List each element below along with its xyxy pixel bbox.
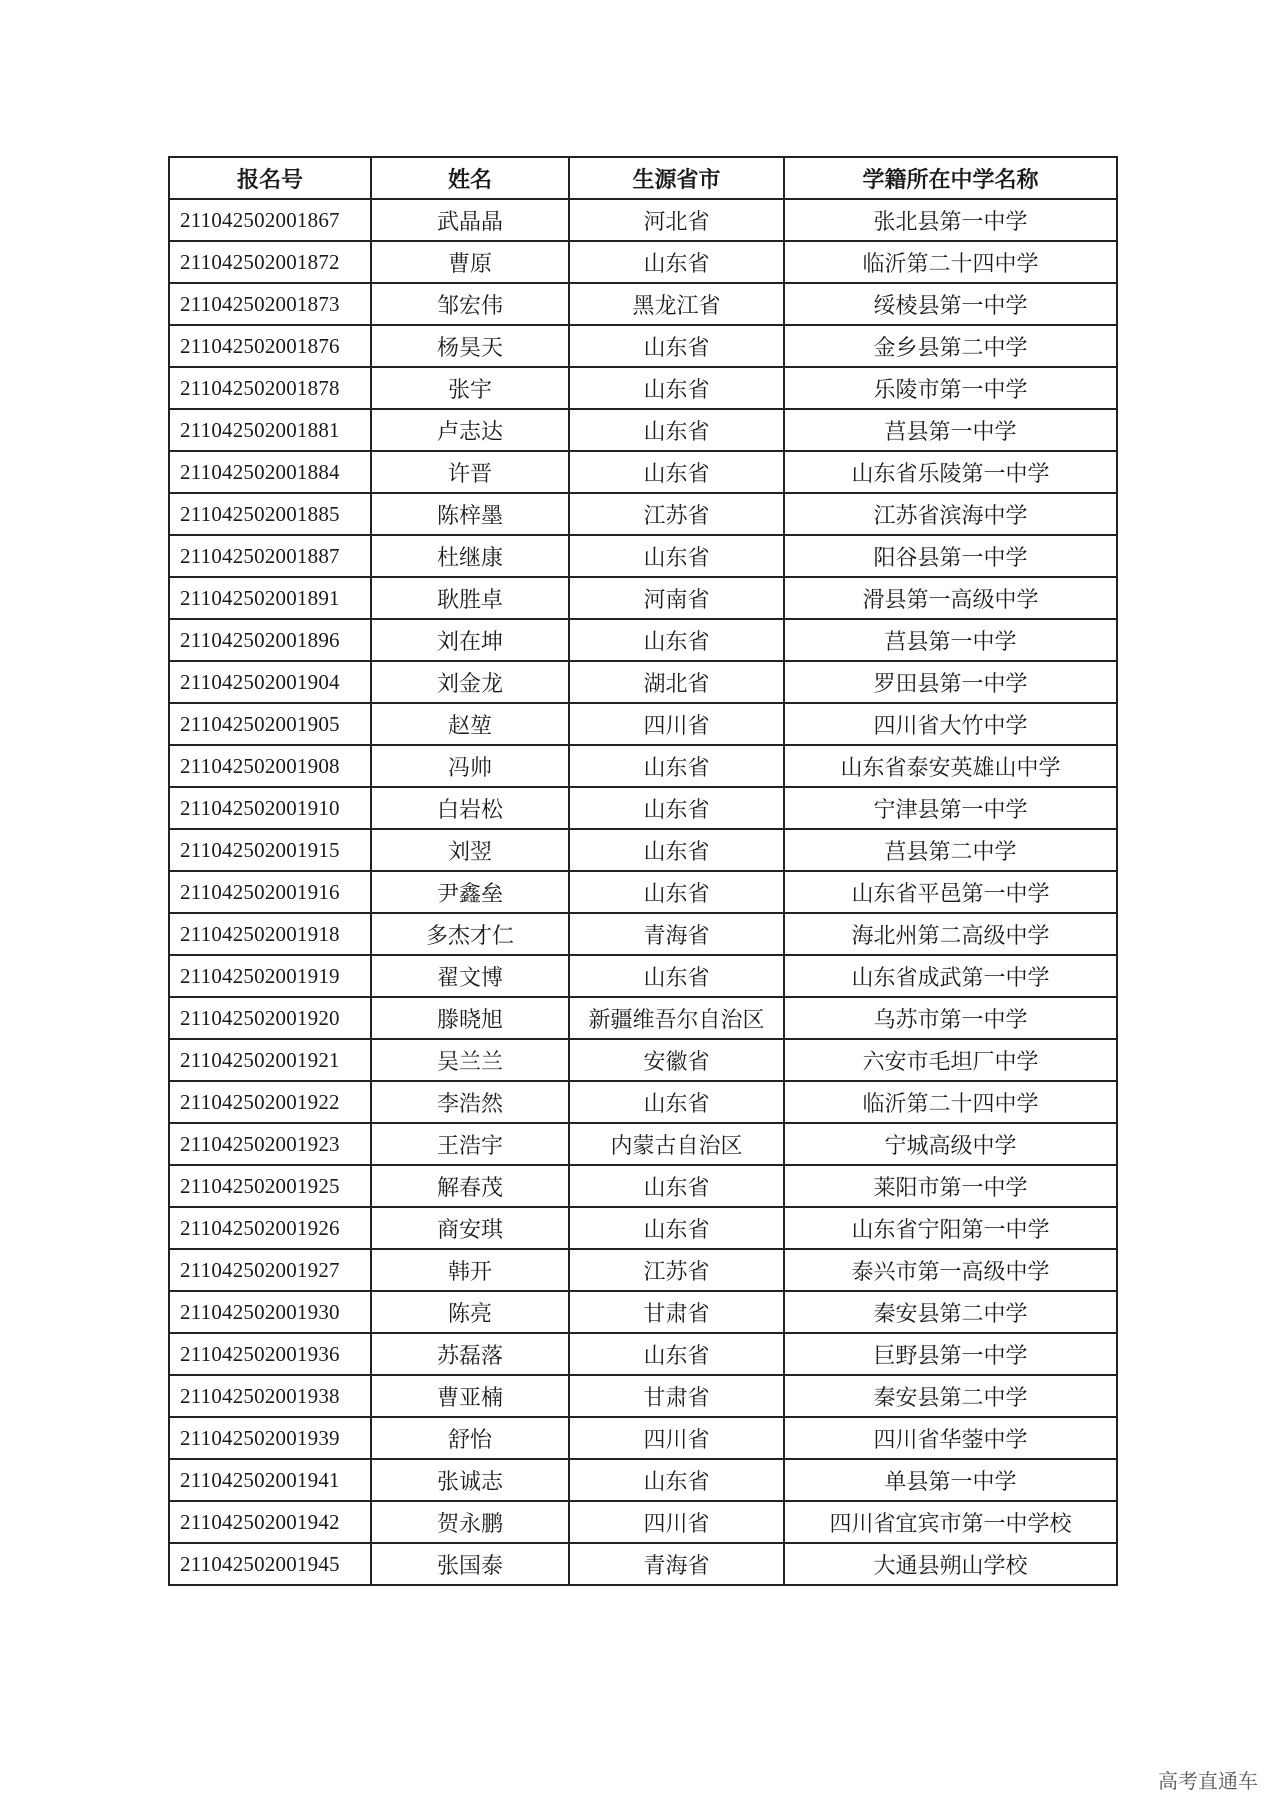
cell-registration-number: 211042502001916 — [169, 871, 371, 913]
cell-school-name: 罗田县第一中学 — [784, 661, 1117, 703]
cell-source-province: 山东省 — [569, 325, 784, 367]
cell-registration-number: 211042502001927 — [169, 1249, 371, 1291]
table-row — [169, 1375, 1117, 1417]
cell-registration-number: 211042502001891 — [169, 577, 371, 619]
cell-source-province: 湖北省 — [569, 661, 784, 703]
cell-registration-number: 211042502001941 — [169, 1459, 371, 1501]
cell-source-province: 江苏省 — [569, 493, 784, 535]
cell-name: 赵堃 — [371, 703, 569, 745]
cell-registration-number: 211042502001904 — [169, 661, 371, 703]
cell-source-province: 山东省 — [569, 619, 784, 661]
cell-school-name: 滑县第一高级中学 — [784, 577, 1117, 619]
cell-name: 杨昊天 — [371, 325, 569, 367]
cell-source-province: 四川省 — [569, 703, 784, 745]
cell-name: 多杰才仁 — [371, 913, 569, 955]
header-name: 姓名 — [371, 157, 569, 199]
cell-school-name: 阳谷县第一中学 — [784, 535, 1117, 577]
table-row — [169, 1291, 1117, 1333]
cell-school-name: 四川省华蓥中学 — [784, 1417, 1117, 1459]
cell-name: 耿胜卓 — [371, 577, 569, 619]
cell-school-name: 山东省宁阳第一中学 — [784, 1207, 1117, 1249]
cell-source-province: 山东省 — [569, 409, 784, 451]
cell-registration-number: 211042502001910 — [169, 787, 371, 829]
cell-source-province: 江苏省 — [569, 1249, 784, 1291]
table-row — [169, 325, 1117, 367]
table-row — [169, 1417, 1117, 1459]
cell-school-name: 莱阳市第一中学 — [784, 1165, 1117, 1207]
cell-registration-number: 211042502001923 — [169, 1123, 371, 1165]
cell-registration-number: 211042502001887 — [169, 535, 371, 577]
cell-name: 曹原 — [371, 241, 569, 283]
cell-source-province: 四川省 — [569, 1417, 784, 1459]
table-row — [169, 1333, 1117, 1375]
cell-name: 曹亚楠 — [371, 1375, 569, 1417]
cell-source-province: 山东省 — [569, 1081, 784, 1123]
cell-school-name: 秦安县第二中学 — [784, 1375, 1117, 1417]
cell-registration-number: 211042502001876 — [169, 325, 371, 367]
cell-registration-number: 211042502001908 — [169, 745, 371, 787]
cell-registration-number: 211042502001885 — [169, 493, 371, 535]
cell-registration-number: 211042502001939 — [169, 1417, 371, 1459]
cell-name: 刘金龙 — [371, 661, 569, 703]
cell-source-province: 青海省 — [569, 913, 784, 955]
header-row — [169, 157, 1117, 199]
cell-source-province: 山东省 — [569, 787, 784, 829]
cell-school-name: 山东省泰安英雄山中学 — [784, 745, 1117, 787]
cell-name: 刘翌 — [371, 829, 569, 871]
table-row — [169, 997, 1117, 1039]
table-row — [169, 1501, 1117, 1543]
cell-source-province: 山东省 — [569, 241, 784, 283]
cell-school-name: 莒县第一中学 — [784, 409, 1117, 451]
cell-school-name: 江苏省滨海中学 — [784, 493, 1117, 535]
table-row — [169, 829, 1117, 871]
table-row — [169, 955, 1117, 997]
cell-source-province: 甘肃省 — [569, 1291, 784, 1333]
cell-source-province: 山东省 — [569, 955, 784, 997]
cell-source-province: 内蒙古自治区 — [569, 1123, 784, 1165]
header-source-province: 生源省市 — [569, 157, 784, 199]
cell-registration-number: 211042502001938 — [169, 1375, 371, 1417]
cell-source-province: 甘肃省 — [569, 1375, 784, 1417]
cell-school-name: 莒县第一中学 — [784, 619, 1117, 661]
table-row — [169, 619, 1117, 661]
cell-school-name: 秦安县第二中学 — [784, 1291, 1117, 1333]
cell-school-name: 山东省成武第一中学 — [784, 955, 1117, 997]
cell-school-name: 宁城高级中学 — [784, 1123, 1117, 1165]
cell-school-name: 六安市毛坦厂中学 — [784, 1039, 1117, 1081]
cell-name: 舒怡 — [371, 1417, 569, 1459]
table-row — [169, 1039, 1117, 1081]
table-header — [169, 157, 1117, 199]
header-registration-number: 报名号 — [169, 157, 371, 199]
cell-name: 解春茂 — [371, 1165, 569, 1207]
cell-registration-number: 211042502001926 — [169, 1207, 371, 1249]
table-row — [169, 1081, 1117, 1123]
cell-registration-number: 211042502001881 — [169, 409, 371, 451]
table-row — [169, 1123, 1117, 1165]
cell-school-name: 宁津县第一中学 — [784, 787, 1117, 829]
cell-school-name: 四川省大竹中学 — [784, 703, 1117, 745]
cell-registration-number: 211042502001873 — [169, 283, 371, 325]
watermark-text: 高考直通车 — [1158, 1769, 1258, 1793]
cell-name: 杜继康 — [371, 535, 569, 577]
table-row — [169, 241, 1117, 283]
cell-school-name: 临沂第二十四中学 — [784, 241, 1117, 283]
cell-source-province: 新疆维吾尔自治区 — [569, 997, 784, 1039]
cell-source-province: 山东省 — [569, 367, 784, 409]
cell-registration-number: 211042502001920 — [169, 997, 371, 1039]
table-row — [169, 199, 1117, 241]
cell-school-name: 单县第一中学 — [784, 1459, 1117, 1501]
cell-name: 苏磊落 — [371, 1333, 569, 1375]
table-row — [169, 1459, 1117, 1501]
table-row — [169, 283, 1117, 325]
table-body — [169, 199, 1117, 1585]
table-row — [169, 577, 1117, 619]
cell-school-name: 山东省平邑第一中学 — [784, 871, 1117, 913]
cell-name: 张诚志 — [371, 1459, 569, 1501]
cell-registration-number: 211042502001896 — [169, 619, 371, 661]
table-row — [169, 871, 1117, 913]
cell-registration-number: 211042502001919 — [169, 955, 371, 997]
cell-source-province: 山东省 — [569, 1165, 784, 1207]
cell-name: 刘在坤 — [371, 619, 569, 661]
cell-source-province: 河南省 — [569, 577, 784, 619]
cell-school-name: 乐陵市第一中学 — [784, 367, 1117, 409]
cell-school-name: 海北州第二高级中学 — [784, 913, 1117, 955]
cell-name: 滕晓旭 — [371, 997, 569, 1039]
cell-school-name: 四川省宜宾市第一中学校 — [784, 1501, 1117, 1543]
cell-school-name: 大通县朔山学校 — [784, 1543, 1117, 1585]
cell-registration-number: 211042502001905 — [169, 703, 371, 745]
cell-source-province: 山东省 — [569, 535, 784, 577]
table-row — [169, 1165, 1117, 1207]
cell-source-province: 山东省 — [569, 1459, 784, 1501]
cell-school-name: 绥棱县第一中学 — [784, 283, 1117, 325]
cell-source-province: 山东省 — [569, 451, 784, 493]
cell-name: 陈亮 — [371, 1291, 569, 1333]
cell-name: 武晶晶 — [371, 199, 569, 241]
cell-registration-number: 211042502001922 — [169, 1081, 371, 1123]
cell-name: 卢志达 — [371, 409, 569, 451]
cell-source-province: 山东省 — [569, 745, 784, 787]
cell-registration-number: 211042502001942 — [169, 1501, 371, 1543]
admission-roster-table — [168, 156, 1118, 1586]
cell-school-name: 莒县第二中学 — [784, 829, 1117, 871]
cell-name: 翟文博 — [371, 955, 569, 997]
cell-school-name: 山东省乐陵第一中学 — [784, 451, 1117, 493]
cell-registration-number: 211042502001930 — [169, 1291, 371, 1333]
header-school-name: 学籍所在中学名称 — [784, 157, 1117, 199]
cell-name: 韩开 — [371, 1249, 569, 1291]
cell-name: 尹鑫垒 — [371, 871, 569, 913]
cell-source-province: 河北省 — [569, 199, 784, 241]
table-row — [169, 1249, 1117, 1291]
cell-name: 贺永鹏 — [371, 1501, 569, 1543]
table-row — [169, 1543, 1117, 1585]
cell-registration-number: 211042502001872 — [169, 241, 371, 283]
table-row — [169, 745, 1117, 787]
cell-registration-number: 211042502001925 — [169, 1165, 371, 1207]
table-row — [169, 1207, 1117, 1249]
cell-name: 王浩宇 — [371, 1123, 569, 1165]
table-row — [169, 703, 1117, 745]
table-row — [169, 409, 1117, 451]
table-row — [169, 535, 1117, 577]
cell-source-province: 安徽省 — [569, 1039, 784, 1081]
cell-registration-number: 211042502001921 — [169, 1039, 371, 1081]
table-row — [169, 451, 1117, 493]
cell-source-province: 山东省 — [569, 1333, 784, 1375]
cell-name: 张宇 — [371, 367, 569, 409]
cell-name: 邹宏伟 — [371, 283, 569, 325]
cell-school-name: 巨野县第一中学 — [784, 1333, 1117, 1375]
cell-name: 商安琪 — [371, 1207, 569, 1249]
cell-name: 李浩然 — [371, 1081, 569, 1123]
cell-registration-number: 211042502001936 — [169, 1333, 371, 1375]
cell-registration-number: 211042502001867 — [169, 199, 371, 241]
cell-name: 张国泰 — [371, 1543, 569, 1585]
cell-name: 白岩松 — [371, 787, 569, 829]
cell-school-name: 乌苏市第一中学 — [784, 997, 1117, 1039]
cell-name: 许晋 — [371, 451, 569, 493]
cell-source-province: 山东省 — [569, 829, 784, 871]
cell-registration-number: 211042502001878 — [169, 367, 371, 409]
cell-source-province: 青海省 — [569, 1543, 784, 1585]
table-row — [169, 787, 1117, 829]
cell-registration-number: 211042502001918 — [169, 913, 371, 955]
cell-source-province: 四川省 — [569, 1501, 784, 1543]
table-row — [169, 493, 1117, 535]
cell-school-name: 张北县第一中学 — [784, 199, 1117, 241]
cell-source-province: 山东省 — [569, 871, 784, 913]
cell-source-province: 山东省 — [569, 1207, 784, 1249]
table-row — [169, 913, 1117, 955]
cell-registration-number: 211042502001945 — [169, 1543, 371, 1585]
cell-registration-number: 211042502001884 — [169, 451, 371, 493]
cell-registration-number: 211042502001915 — [169, 829, 371, 871]
cell-name: 冯帅 — [371, 745, 569, 787]
table-row — [169, 367, 1117, 409]
cell-source-province: 黑龙江省 — [569, 283, 784, 325]
cell-school-name: 金乡县第二中学 — [784, 325, 1117, 367]
cell-school-name: 泰兴市第一高级中学 — [784, 1249, 1117, 1291]
cell-school-name: 临沂第二十四中学 — [784, 1081, 1117, 1123]
cell-name: 吴兰兰 — [371, 1039, 569, 1081]
table-row — [169, 661, 1117, 703]
cell-name: 陈梓墨 — [371, 493, 569, 535]
